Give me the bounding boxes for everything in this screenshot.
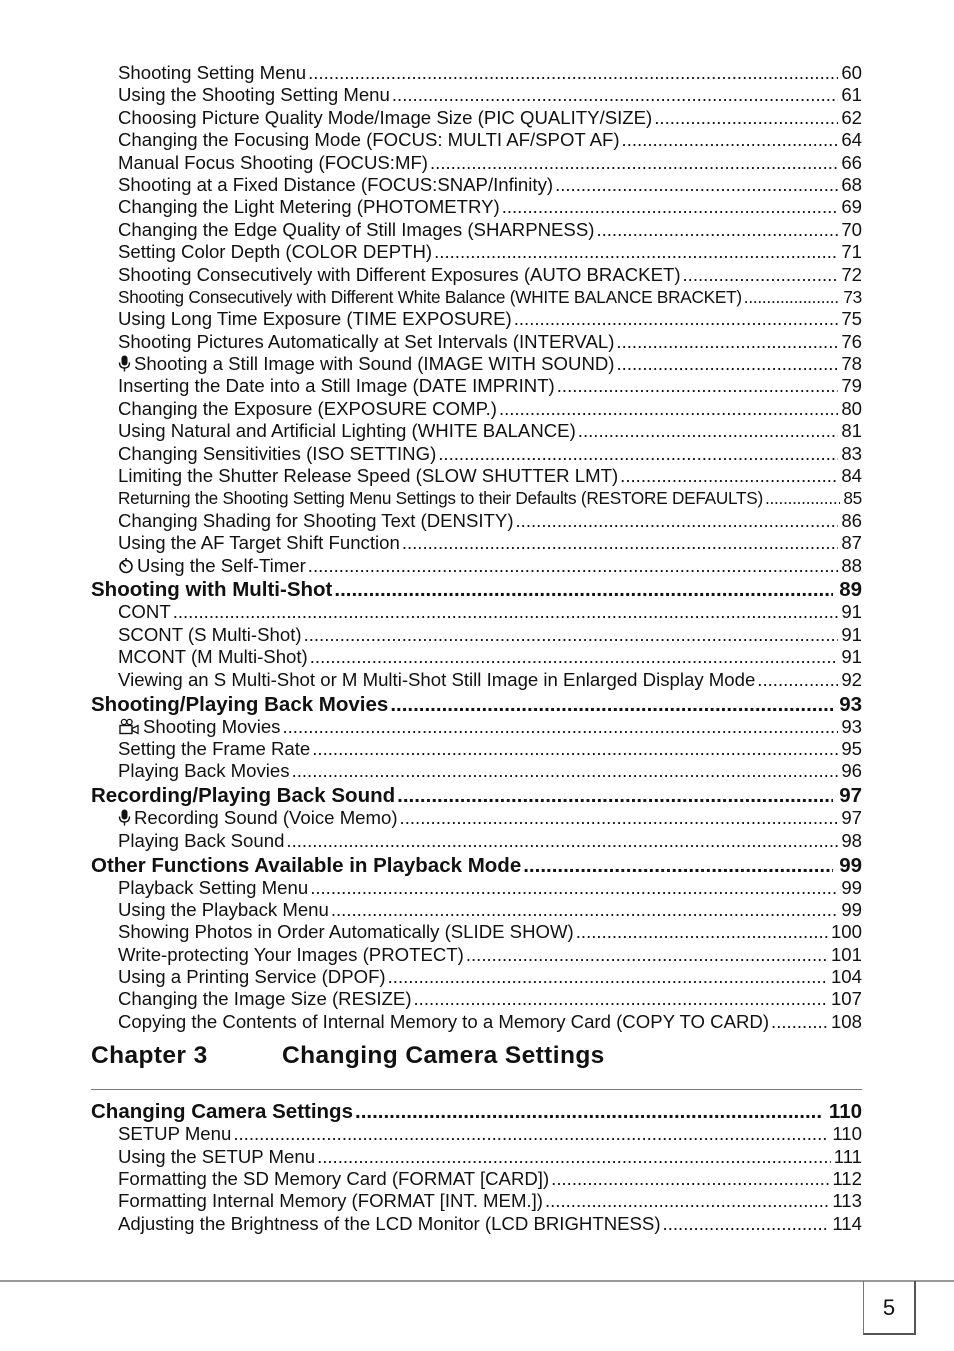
toc-entry <box>91 286 862 308</box>
toc-page-number: 114 <box>832 1212 862 1234</box>
toc-entry-text: Shooting Pictures Automatically at Set Intervals (INTERVAL) <box>118 330 615 352</box>
toc-entry-text: SCONT (S Multi-Shot) <box>118 623 302 645</box>
dot-leader <box>557 375 839 397</box>
toc-entry <box>91 1123 862 1145</box>
toc-entry-title <box>91 854 521 877</box>
toc-entry-text: SETUP Menu <box>118 1123 232 1145</box>
toc-page-number: 91 <box>841 646 862 668</box>
toc-entry-title <box>118 760 290 782</box>
toc-page-number: 61 <box>841 84 862 106</box>
toc-page-number: 84 <box>841 465 862 487</box>
toc-entry <box>91 465 862 487</box>
dot-leader <box>390 693 833 716</box>
toc-entry-text: Inserting the Date into a Still Image (DATE IMPRINT) <box>118 375 555 397</box>
toc-entry-text: Adjusting the Brightness of the LCD Monitor (LCD BRIGHTNESS) <box>118 1212 661 1234</box>
toc-page-number: 76 <box>841 330 862 352</box>
toc-entry-title <box>118 107 652 129</box>
dot-leader <box>331 899 838 921</box>
toc-entry-text: Shooting Movies <box>143 715 281 737</box>
toc-entry <box>91 760 862 782</box>
toc-entry <box>91 899 862 921</box>
toc-entry-title <box>118 646 308 668</box>
toc-entry-title <box>118 487 763 509</box>
dot-leader <box>400 807 839 829</box>
dot-leader <box>757 669 838 691</box>
toc-entry-title <box>118 624 302 646</box>
toc-entry-title <box>118 375 555 397</box>
toc-entry-text: Shooting a Still Image with Sound (IMAGE WITH SOUND) <box>134 353 615 375</box>
toc-entry <box>91 1011 862 1033</box>
dot-leader <box>596 219 838 241</box>
toc-entry <box>91 830 862 852</box>
dot-leader <box>744 286 841 308</box>
toc-entry <box>91 264 862 286</box>
dot-leader <box>392 84 838 106</box>
dot-leader <box>654 107 838 129</box>
toc-entry-text: Setting the Frame Rate <box>118 737 311 759</box>
toc-entry <box>91 738 862 760</box>
toc-entry-title <box>118 988 412 1010</box>
toc-entry-title <box>118 921 574 943</box>
toc-entry <box>91 807 862 829</box>
toc-entry-text: Shooting with Multi-Shot <box>91 578 333 602</box>
toc-entry <box>91 921 862 943</box>
toc-entry <box>91 988 862 1010</box>
toc-entry-title <box>118 555 306 577</box>
toc-entry-text: Shooting Consecutively with Different Exposures (AUTO BRACKET) <box>118 263 681 285</box>
toc-entry-text: Other Functions Available in Playback Mode <box>91 853 522 877</box>
toc-entry <box>91 241 862 263</box>
toc-entry <box>91 1168 862 1190</box>
dot-leader <box>771 1011 828 1033</box>
microphone-icon <box>118 355 131 375</box>
page-number: 5 <box>863 1281 916 1335</box>
dot-leader <box>555 174 838 196</box>
chapter-heading <box>91 1033 862 1090</box>
toc-entry-text: Changing Sensitivities (ISO SETTING) <box>118 442 437 464</box>
dot-leader <box>173 601 839 623</box>
toc-page-number: 98 <box>841 829 862 851</box>
toc-page-number: 104 <box>830 966 862 988</box>
toc-list-part1 <box>91 62 862 1033</box>
toc-page-number: 96 <box>841 760 862 782</box>
toc-page-number: 95 <box>841 737 862 759</box>
toc-entry-title <box>118 716 280 738</box>
dot-leader <box>308 62 838 84</box>
toc-entry <box>91 398 862 420</box>
toc-entry-title <box>118 510 514 532</box>
toc-entry-title <box>118 966 386 988</box>
toc-page-number: 70 <box>841 218 862 240</box>
toc-entry-title <box>118 398 497 420</box>
toc-entry-text: Shooting at a Fixed Distance (FOCUS:SNAP/Infinity) <box>118 173 554 195</box>
toc-entry-title <box>118 877 308 899</box>
toc-entry-title <box>118 1168 549 1190</box>
toc-page-number: 81 <box>841 420 862 442</box>
toc-entry-title <box>118 1213 661 1235</box>
dot-leader <box>545 1190 829 1212</box>
toc-entry <box>91 1146 862 1168</box>
toc-entry <box>91 646 862 668</box>
toc-list-part2 <box>91 1100 862 1235</box>
toc-entry-text: Shooting/Playing Back Movies <box>91 692 389 716</box>
toc-page-number: 71 <box>841 241 862 263</box>
toc-entry <box>91 1213 862 1235</box>
toc-entry <box>91 532 862 554</box>
toc-entry-text: Returning the Shooting Setting Menu Settings to their Defaults (RESTORE DEFAULTS) <box>118 488 763 509</box>
dot-leader <box>308 555 839 577</box>
toc-page-number: 62 <box>841 106 862 128</box>
chapter-title: Changing Camera Settings <box>282 1042 605 1070</box>
toc-page-number: 60 <box>841 62 862 83</box>
toc-entry-title <box>91 578 332 601</box>
toc-entry <box>91 877 862 899</box>
dot-leader <box>355 1100 823 1123</box>
toc-entry-text: Changing the Image Size (RESIZE) <box>118 988 412 1010</box>
toc-entry-text: Using Natural and Artificial Lighting (WHITE BALANCE) <box>118 420 576 442</box>
table-of-contents <box>91 62 862 1235</box>
toc-page-number: 97 <box>839 784 862 808</box>
toc-entry-title <box>118 286 742 308</box>
toc-entry <box>91 420 862 442</box>
toc-page-number: 110 <box>828 1100 862 1124</box>
toc-page-number: 108 <box>830 1010 862 1032</box>
toc-page-number: 99 <box>839 853 862 877</box>
toc-entry <box>91 308 862 330</box>
toc-entry-text: Using the AF Target Shift Function <box>118 532 400 554</box>
dot-leader <box>551 1168 829 1190</box>
toc-page-number: 85 <box>843 488 862 509</box>
toc-entry <box>91 601 862 623</box>
chapter-number: Chapter 3 <box>91 1042 208 1070</box>
dot-leader <box>578 420 839 442</box>
self-timer-icon <box>118 557 134 577</box>
toc-entry-text: Using the Self-Timer <box>137 554 306 576</box>
toc-page-number: 111 <box>833 1145 862 1167</box>
toc-entry <box>91 716 862 738</box>
microphone-icon <box>118 809 131 829</box>
dot-leader <box>620 465 838 487</box>
dot-leader <box>466 944 828 966</box>
toc-entry-title <box>118 308 512 330</box>
toc-entry <box>91 174 862 196</box>
toc-entry-text: Limiting the Shutter Release Speed (SLOW SHUTTER LMT) <box>118 465 619 487</box>
toc-page-number: 92 <box>841 668 862 690</box>
toc-entry-text: MCONT (M Multi-Shot) <box>118 646 308 668</box>
toc-entry-text: Changing the Focusing Mode (FOCUS: MULTI AF/SPOT AF) <box>118 129 620 151</box>
dot-leader <box>304 624 839 646</box>
toc-entry-title <box>118 129 620 151</box>
toc-entry-title <box>91 784 395 807</box>
toc-entry-title <box>118 1190 543 1212</box>
dot-leader <box>516 510 839 532</box>
dot-leader <box>310 877 838 899</box>
toc-entry <box>91 196 862 218</box>
dot-leader <box>622 129 839 151</box>
toc-entry-text: Manual Focus Shooting (FOCUS:MF) <box>118 151 428 173</box>
toc-entry-text: Recording/Playing Back Sound <box>91 784 396 808</box>
toc-entry-title <box>118 241 432 263</box>
footer-divider <box>0 1280 954 1282</box>
toc-entry-title <box>118 196 500 218</box>
toc-entry <box>91 219 862 241</box>
toc-page-number: 68 <box>841 173 862 195</box>
dot-leader <box>397 784 833 807</box>
toc-entry-title <box>118 420 576 442</box>
toc-entry-title <box>118 830 284 852</box>
toc-entry-title <box>118 84 390 106</box>
dot-leader <box>663 1213 830 1235</box>
toc-page-number: 91 <box>841 623 862 645</box>
toc-page-number: 99 <box>841 876 862 898</box>
toc-entry-title <box>118 152 428 174</box>
toc-entry-text: Shooting Setting Menu <box>118 62 307 83</box>
toc-entry <box>91 84 862 106</box>
toc-entry-title <box>118 62 306 84</box>
toc-entry <box>91 152 862 174</box>
dot-leader <box>502 196 839 218</box>
toc-entry-title <box>118 1123 231 1145</box>
toc-page-number: 101 <box>830 943 862 965</box>
toc-entry-text: Using the Playback Menu <box>118 898 329 920</box>
toc-section-entry <box>91 854 862 877</box>
toc-entry-title <box>91 693 388 716</box>
toc-entry <box>91 487 862 509</box>
toc-entry-title <box>118 532 400 554</box>
dot-leader <box>233 1123 829 1145</box>
dot-leader <box>434 241 838 263</box>
toc-entry <box>91 107 862 129</box>
toc-entry-title <box>118 899 329 921</box>
toc-page-number: 113 <box>832 1190 862 1212</box>
toc-page-number: 86 <box>841 509 862 531</box>
toc-entry-title <box>118 219 594 241</box>
toc-entry-title <box>118 465 618 487</box>
toc-page-number: 80 <box>841 397 862 419</box>
toc-entry-text: Recording Sound (Voice Memo) <box>134 807 398 829</box>
toc-entry-text: Changing the Exposure (EXPOSURE COMP.) <box>118 397 497 419</box>
toc-page-number: 107 <box>830 988 862 1010</box>
toc-page-number: 73 <box>843 286 862 307</box>
toc-page-number: 97 <box>841 807 862 829</box>
toc-page-number: 99 <box>841 898 862 920</box>
toc-entry <box>91 966 862 988</box>
dot-leader <box>402 532 839 554</box>
toc-entry-title <box>118 1146 315 1168</box>
dot-leader <box>523 854 833 877</box>
toc-entry-text: Changing the Light Metering (PHOTOMETRY) <box>118 196 500 218</box>
toc-entry-title <box>91 1100 353 1123</box>
toc-entry-text: Changing Shading for Shooting Text (DENSITY) <box>118 509 514 531</box>
toc-page-number: 72 <box>841 263 862 285</box>
toc-entry <box>91 669 862 691</box>
toc-section-entry <box>91 693 862 716</box>
toc-entry-text: Formatting the SD Memory Card (FORMAT [CARD]) <box>118 1168 550 1190</box>
toc-entry-text: Using a Printing Service (DPOF) <box>118 966 386 988</box>
toc-page-number: 75 <box>841 308 862 330</box>
toc-page-number: 66 <box>841 151 862 173</box>
toc-entry <box>91 555 862 577</box>
dot-leader <box>765 487 840 509</box>
toc-entry-text: Using the Shooting Setting Menu <box>118 84 390 106</box>
toc-entry-text: Choosing Picture Quality Mode/Image Size (PIC QUALITY/SIZE) <box>118 106 653 128</box>
dot-leader <box>286 830 838 852</box>
dot-leader <box>576 921 828 943</box>
toc-page-number: 93 <box>841 715 862 737</box>
toc-entry-title <box>118 601 171 623</box>
toc-page-number: 100 <box>830 921 862 943</box>
toc-page-number: 112 <box>832 1168 862 1190</box>
toc-entry-title <box>118 738 310 760</box>
toc-entry-title <box>118 174 553 196</box>
toc-entry <box>91 443 862 465</box>
toc-entry-text: Setting Color Depth (COLOR DEPTH) <box>118 241 433 263</box>
toc-entry-text: Using the SETUP Menu <box>118 1145 316 1167</box>
toc-entry-title <box>118 669 755 691</box>
dot-leader <box>430 152 838 174</box>
toc-page-number: 78 <box>841 353 862 375</box>
dot-leader <box>683 264 839 286</box>
toc-entry <box>91 62 862 84</box>
toc-page-number: 89 <box>839 578 862 602</box>
toc-entry <box>91 129 862 151</box>
toc-page-number: 69 <box>841 196 862 218</box>
dot-leader <box>317 1146 831 1168</box>
toc-entry-title <box>118 264 681 286</box>
toc-page-number: 88 <box>841 554 862 576</box>
toc-entry-text: Changing Camera Settings <box>91 1100 353 1124</box>
toc-page-number: 110 <box>832 1123 862 1145</box>
toc-entry-text: Playing Back Movies <box>118 760 290 782</box>
toc-entry-title <box>118 1011 769 1033</box>
toc-entry-text: Shooting Consecutively with Different White Balance (WHITE BALANCE BRACKET) <box>118 286 742 307</box>
toc-entry-text: Viewing an S Multi-Shot or M Multi-Shot Still Image in Enlarged Display Mode <box>118 668 756 690</box>
toc-page-number: 79 <box>841 375 862 397</box>
toc-page-number: 93 <box>839 692 862 716</box>
dot-leader <box>514 308 839 330</box>
dot-leader <box>312 738 838 760</box>
dot-leader <box>617 353 839 375</box>
toc-entry-text: Formatting Internal Memory (FORMAT [INT. MEM.]) <box>118 1190 543 1212</box>
toc-section-entry <box>91 784 862 807</box>
toc-entry-text: Showing Photos in Order Automatically (SLIDE SHOW) <box>118 921 574 943</box>
toc-entry-title <box>118 353 615 375</box>
toc-entry-text: Using Long Time Exposure (TIME EXPOSURE) <box>118 308 512 330</box>
toc-entry-text: Write-protecting Your Images (PROTECT) <box>118 943 464 965</box>
toc-page-number: 91 <box>841 601 862 623</box>
toc-page-number: 87 <box>841 532 862 554</box>
toc-entry <box>91 1190 862 1212</box>
toc-entry <box>91 944 862 966</box>
toc-entry-title <box>118 443 436 465</box>
dot-leader <box>388 966 828 988</box>
toc-entry-title <box>118 331 614 353</box>
dot-leader <box>310 646 839 668</box>
toc-entry <box>91 624 862 646</box>
toc-entry-title <box>118 807 398 829</box>
dot-leader <box>334 578 833 601</box>
dot-leader <box>292 760 839 782</box>
toc-page-number: 64 <box>841 129 862 151</box>
toc-entry-text: Playback Setting Menu <box>118 876 309 898</box>
toc-section-entry <box>91 578 862 601</box>
dot-leader <box>414 988 828 1010</box>
dot-leader <box>282 716 838 738</box>
toc-entry <box>91 331 862 353</box>
movie-camera-icon <box>118 718 140 738</box>
toc-entry-text: Copying the Contents of Internal Memory to a Memory Card (COPY TO CARD) <box>118 1010 770 1032</box>
toc-entry-text: CONT <box>118 601 171 623</box>
toc-entry <box>91 353 862 375</box>
toc-page-number: 83 <box>841 442 862 464</box>
toc-entry-text: Playing Back Sound <box>118 829 285 851</box>
dot-leader <box>438 443 838 465</box>
toc-entry <box>91 375 862 397</box>
dot-leader <box>499 398 838 420</box>
toc-entry-title <box>118 944 464 966</box>
toc-section-entry <box>91 1100 862 1123</box>
toc-entry-text: Changing the Edge Quality of Still Images (SHARPNESS) <box>118 218 595 240</box>
toc-entry <box>91 510 862 532</box>
dot-leader <box>616 331 838 353</box>
